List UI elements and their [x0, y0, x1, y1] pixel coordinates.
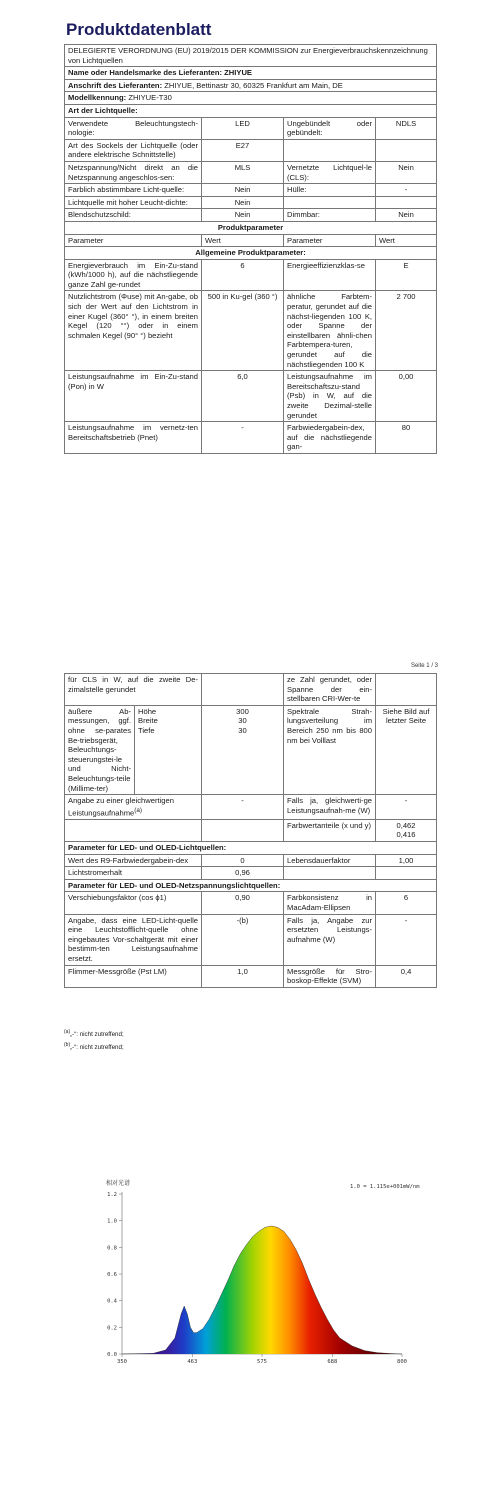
x-tick-label: 463 — [187, 1359, 198, 1365]
footnote-a: $^{(a)}$„-“: nicht zutreffend; — [64, 1029, 124, 1039]
model-label: Modellkennung: — [68, 93, 127, 103]
spectrum-chart — [60, 1172, 440, 1372]
x-tick-label: 800 — [397, 1359, 407, 1365]
table-row: Angabe zu einer gleichwertigen Leistungsaufnahme$^{(a)}$ - Falls ja, gleichwerti-ge Leistungsaufnah-me (W) - — [65, 795, 437, 820]
equivalent-power-label: Angabe zu einer gleichwertigen Leistungsaufnahme$^{(a)}$ — [65, 795, 202, 820]
table-row: Nutzlichtstrom (Φuse) mit An-gabe, ob sich der Wert auf den Lichtstrom in einer Kugel (360° °), in einem breiten Kegel (120 °°) oder in einem schmalen Kegel (90° °) bezieht 500 in Ku-gel (360 °) ähnliche Farbtem-peratur, gerundet auf die nächst-liegenden 100 K, oder Spanne der einstellbaren ähnli-chen Farbtempera-turen, gerundet auf die nächstliegenden 100 K 2 700 — [65, 291, 437, 371]
page-title: Produktdatenblatt — [66, 20, 212, 39]
x-tick-label: 688 — [327, 1359, 338, 1365]
chart-title: 相对光谱 — [106, 1180, 131, 1187]
y-tick-label: 0.0 — [107, 1352, 117, 1358]
header-table — [64, 44, 437, 454]
table-row: Verwendete Beleuchtungstech-nologie: LED Ungebündelt oder gebündelt: NDLS — [65, 117, 437, 139]
table-row: Farblich abstimmbare Licht-quelle: Nein Hülle: - — [65, 184, 437, 197]
chart-annotation: 1.0 = 1.115e+001mW/nm — [350, 1184, 420, 1190]
led-params-heading: Parameter für LED- und OLED-Lichtquellen: — [65, 842, 437, 855]
y-tick-label: 1.0 — [107, 1218, 117, 1225]
y-tick-label: 0.2 — [107, 1325, 117, 1332]
page-2 — [64, 673, 436, 988]
table-row: äußere Ab-messungen, ggf. ohne se-parates Be-triebsgerät, Beleuchtungs-steuerungstei-le und Nicht-Beleuchtungs-teile (Millime-ter) Höhe Breite Tiefe 300 30 30 Spektrale Strah-lungsverteilung im Bereich 250 nm bis 800 nm bei Volllast Siehe Bild auf letzter Seite — [65, 705, 437, 794]
page-number: Seite 1 / 3 — [410, 663, 438, 669]
footnote-b: $^{(b)}$„-“: nicht zutreffend; — [64, 1042, 124, 1052]
table-header-row: Parameter Wert Parameter Wert — [65, 234, 437, 247]
dimension-values: 300 30 30 — [202, 705, 284, 794]
params-table-continued — [64, 673, 437, 988]
footnotes — [64, 1027, 124, 1053]
supplier-name: Name oder Handelsmarke des Lieferanten: ZHIYUE — [65, 67, 437, 80]
table-row: Verschiebungsfaktor (cos ϕ1) 0,90 Farbkonsistenz in MacAdam-Ellipsen 6 — [65, 892, 437, 914]
regulation-text: DELEGIERTE VERORDNUNG (EU) 2019/2015 DER KOMMISSION zur Energieverbrauchskennzeichnung von Lichtquellen — [65, 45, 437, 67]
y-tick-label: 0.8 — [107, 1245, 117, 1252]
table-row: Angabe, dass eine LED-Licht-quelle eine Leuchtstofflicht-quelle ohne eingebautes Vor-schaltgerät mit einer bestimm-ten Leistungsaufnahme ersetzt. -(b) Falls ja, Angabe zur ersetzten Leistungs-aufnahme (W) - — [65, 914, 437, 965]
y-tick-label: 0.4 — [107, 1298, 117, 1305]
params-heading: Produktparameter — [65, 221, 437, 234]
table-row: Leistungsaufnahme im vernetz-ten Bereitschaftsbetrieb (Pnet) - Farbwiedergabein-dex, auf die nächstliegende gan- 80 — [65, 422, 437, 454]
table-row: Wert des R9-Farbwiedergabein-dex 0 Lebensdauerfaktor 1,00 — [65, 854, 437, 867]
table-row: Farbwertanteile (x und y) 0,462 0,416 — [65, 819, 437, 841]
table-row: Blendschutzschild: Nein Dimmbar: Nein — [65, 209, 437, 222]
table-row: Netzspannung/Nicht direkt an die Netzspannung angeschlos-sen: MLS Vernetzte Lichtquel-le (CLS): Nein — [65, 161, 437, 183]
x-tick-label: 575 — [257, 1359, 267, 1365]
table-row: Leistungsaufnahme im Ein-Zu-stand (Pon) in W 6,0 Leistungsaufnahme im Bereitschaftszu-stand (Psb) in W, auf die zweite Dezimal-stelle gerundet 0,00 — [65, 371, 437, 422]
type-heading: Art der Lichtquelle: — [65, 104, 437, 117]
table-row: Energieverbrauch im Ein-Zu-stand (kWh/1000 h), auf die nächstliegende ganze Zahl ge-rundet 6 Energieeffizienzklas-se E — [65, 259, 437, 291]
y-tick-label: 0.6 — [107, 1272, 117, 1278]
y-tick-label: 1.2 — [107, 1192, 117, 1198]
table-row: Art des Sockels der Lichtquelle (oder andere elektrische Schnittstelle) E27 — [65, 139, 437, 161]
supplier-address-label: Anschrift des Lieferanten: — [68, 80, 163, 90]
model-value: ZHIYUE-T30 — [128, 93, 172, 103]
table-row: Lichtstromerhalt 0,96 — [65, 867, 437, 880]
dimensions-label: äußere Ab-messungen, ggf. ohne se-parates Be-triebsgerät, Beleuchtungs-steuerungstei-le und Nicht-Beleuchtungs-teile (Millime-ter) — [65, 705, 135, 794]
model-id — [65, 92, 437, 105]
table-row: für CLS in W, auf die zweite De-zimalstelle gerundet ze Zahl gerundet, oder Spanne der ein-stellbaren CRI-Wer-te — [65, 674, 437, 706]
general-params-heading: Allgemeine Produktparameter: — [65, 247, 437, 260]
supplier-address — [65, 79, 437, 92]
page-1 — [64, 20, 436, 454]
table-row: Lichtquelle mit hoher Leucht-dichte: Nein — [65, 196, 437, 209]
supplier-address-value: ZHIYUE, Bettinastr 30, 60325 Frankfurt am Main, DE — [164, 80, 343, 90]
dimension-names: Höhe Breite Tiefe — [135, 705, 202, 794]
x-tick-label: 350 — [117, 1359, 127, 1365]
mains-params-heading: Parameter für LED- und OLED-Netzspannungslichtquellen: — [65, 879, 437, 892]
table-row: Flimmer-Messgröße (Pst LM) 1,0 Messgröße für Stro-boskop-Effekte (SVM) 0,4 — [65, 965, 437, 987]
